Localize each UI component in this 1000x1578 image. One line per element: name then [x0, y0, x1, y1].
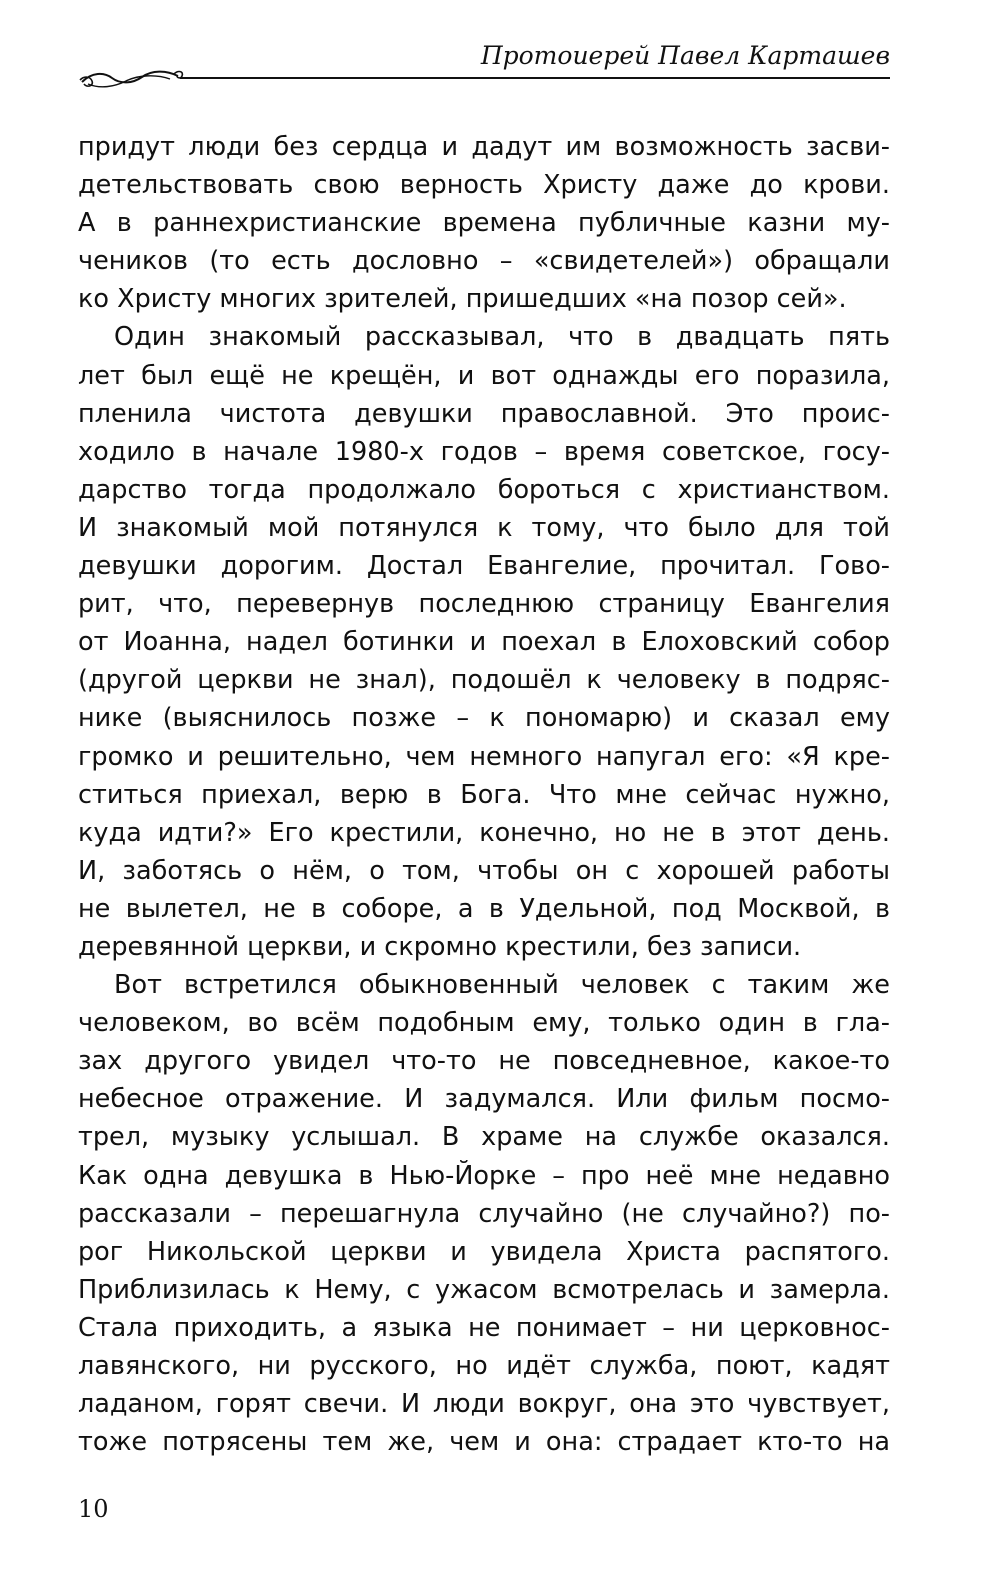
text-line: от Иоанна, надел ботинки и поехал в Елоховский собор — [78, 627, 890, 658]
text-line: небесное отражение. И задумался. Или фильм посмо- — [78, 1084, 890, 1115]
text-line: человеком, во всём подобным ему, только один в гла- — [78, 1008, 890, 1039]
text-line: А в раннехристианские времена публичные казни му- — [78, 208, 890, 239]
text-line: пленила чистота девушки православной. Это проис- — [78, 398, 890, 429]
text-line: Вот встретился обыкновенный человек с таким же — [114, 970, 890, 1001]
text-line: И, заботясь о нём, о том, чтобы он с хорошей работы — [78, 855, 890, 886]
text-line: не вылетел, не в соборе, а в Удельной, под Москвой, в — [78, 893, 890, 924]
header-rule — [180, 77, 890, 79]
flourish-ornament-icon — [78, 62, 188, 92]
text-line: ладаном, горят свечи. И люди вокруг, она это чувствует, — [78, 1389, 890, 1420]
text-line: девушки дорогим. Достал Евангелие, прочитал. Гово- — [78, 551, 890, 582]
text-line: чеников (то есть дословно – «свидетелей») обращали — [78, 246, 890, 277]
text-line: Приблизилась к Нему, с ужасом всмотрелась и замерла. — [78, 1274, 890, 1305]
text-line: ко Христу многих зрителей, пришедших «на позор сей». — [78, 284, 847, 315]
text-line: зах другого увидел что-то не повседневное, какое-то — [78, 1046, 890, 1077]
text-line: Как одна девушка в Нью-Йорке – про неё мне недавно — [78, 1160, 890, 1191]
text-line: рог Никольской церкви и увидела Христа распятого. — [78, 1236, 890, 1267]
text-line: лавянского, ни русского, но идёт служба, поют, кадят — [78, 1351, 890, 1381]
paragraph — [78, 318, 890, 966]
text-line: Стала приходить, а языка не понимает – ни церковнос- — [78, 1312, 890, 1343]
running-header — [78, 40, 890, 92]
text-line: И знакомый мой потянулся к тому, что было для той — [78, 512, 890, 543]
text-body — [78, 128, 890, 1461]
text-line: придут люди без сердца и дадут им возможность засви- — [78, 132, 890, 162]
text-line: нике (выяснилось позже – к пономарю) и сказал ему — [78, 703, 890, 734]
text-line: громко и решительно, чем немного напугал его: «Я кре- — [78, 741, 890, 772]
text-line: детельствовать свою верность Христу даже до крови. — [78, 170, 890, 201]
text-line: тоже потрясены тем же, чем и она: страдает кто-то на — [78, 1427, 890, 1458]
paragraph — [78, 966, 890, 1461]
text-line: дарство тогда продолжало бороться с христианством. — [78, 474, 890, 505]
paragraph — [78, 128, 890, 318]
page-number: 10 — [78, 1495, 109, 1523]
text-line: Один знакомый рассказывал, что в двадцать пять — [114, 322, 890, 353]
text-line: ходило в начале 1980-х годов – время советское, госу- — [78, 436, 890, 467]
text-line: лет был ещё не крещён, и вот однажды его поразила, — [78, 360, 890, 391]
text-line: деревянной церкви, и скромно крестили, без записи. — [78, 931, 802, 962]
text-line: трел, музыку услышал. В храме на службе оказался. — [78, 1122, 890, 1153]
text-line: ститься приехал, верю в Бога. Что мне сейчас нужно, — [78, 779, 890, 810]
text-line: рассказали – перешагнула случайно (не случайно?) по- — [78, 1198, 890, 1229]
text-line: куда идти?» Его крестили, конечно, но не в этот день. — [78, 817, 890, 848]
running-header-title: Протоиерей Павел Карташев — [480, 41, 890, 70]
text-line: рит, что, перевернув последнюю страницу Евангелия — [78, 589, 890, 620]
text-line: (другой церкви не знал), подошёл к человеку в подряс- — [78, 665, 890, 696]
